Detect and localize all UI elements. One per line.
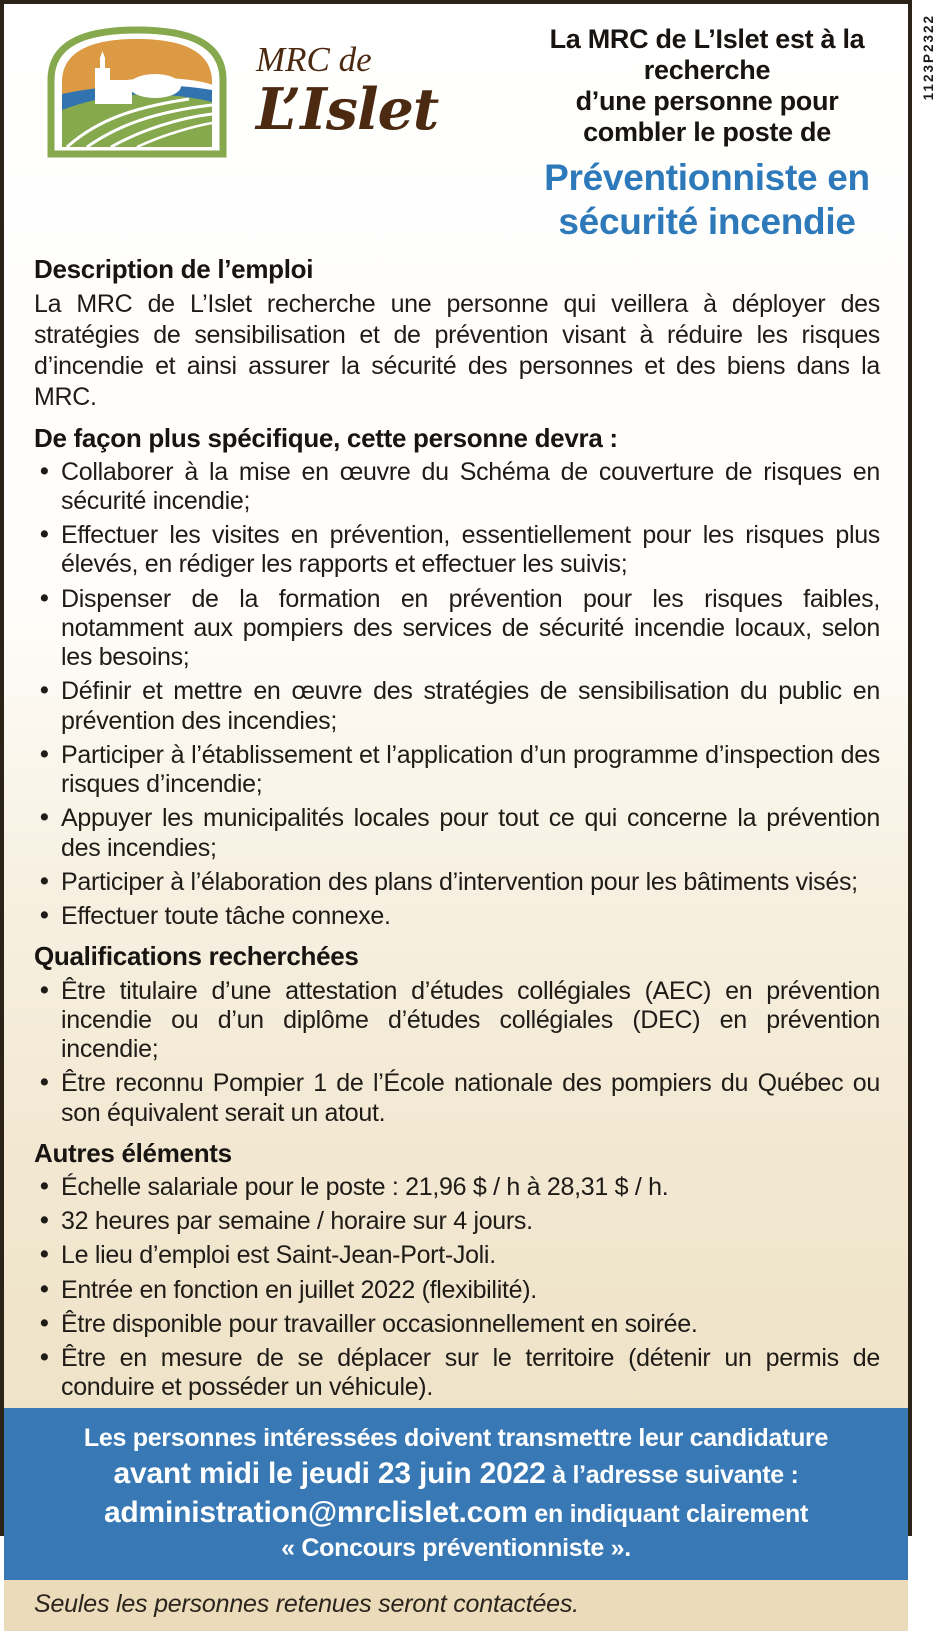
list-item: • Participer à l’élaboration des plans d’intervention pour les bâtiments visés; [34, 868, 880, 897]
other-elements-list [34, 1173, 880, 1403]
list-item: • Entrée en fonction en juillet 2022 (flexibilité). [34, 1276, 880, 1305]
banner-line1: Les personnes intéressées doivent transmettre leur candidature [83, 1423, 829, 1452]
banner-line3 [22, 1493, 890, 1532]
deadline-text: avant midi le jeudi 23 juin 2022 [113, 1457, 546, 1491]
list-item: • Échelle salariale pour le poste : 21,96 $ / h à 28,31 $ / h. [34, 1173, 880, 1202]
header-titles [534, 16, 880, 244]
list-item: • Collaborer à la mise en œuvre du Schéma de couverture de risques en sécurité incendie; [34, 458, 880, 517]
banner-line2-rest: à l’adresse suivante : [545, 1461, 799, 1490]
logo-org-name: L’Islet [256, 75, 439, 143]
intro-text-line2: d’une personne pour combler le poste de [575, 86, 839, 148]
section-heading-qualifications: Qualifications recherchées [34, 941, 359, 972]
duties-list [34, 458, 880, 932]
logo-text [256, 40, 439, 143]
list-item: • Dispenser de la formation en prévention pour les risques faibles, notamment aux pompiers des services de sécurité incendie locaux, selon les besoins; [34, 585, 880, 673]
logo-org-prefix: MRC de [256, 40, 372, 80]
list-item: • Effectuer les visites en prévention, essentiellement pour les risques plus élevés, en rédiger les rapports et effectuer les suivis; [34, 521, 880, 580]
list-item: • Appuyer les municipalités locales pour tout ce qui concerne la prévention des incendies; [34, 804, 880, 863]
ad-header [34, 16, 880, 244]
mrc-lislet-arch-icon [34, 20, 240, 160]
banner-line2 [22, 1454, 890, 1493]
list-item: • Participer à l’établissement et l’application d’un programme d’inspection des risques d’incendie; [34, 741, 880, 800]
list-item: • Définir et mettre en œuvre des stratégies de sensibilisation du public en prévention des incendies; [34, 677, 880, 736]
ad-content [4, 4, 908, 1408]
ad-reference-number: 1123P2322 [921, 14, 936, 101]
list-item: • Être en mesure de se déplacer sur le territoire (détenir un permis de conduire et posséder un véhicule). [34, 1344, 880, 1403]
job-title-line1: Préventionniste en [544, 157, 870, 199]
section-heading-other: Autres éléments [34, 1137, 232, 1168]
list-item: • Le lieu d’emploi est Saint-Jean-Port-Joli. [34, 1241, 880, 1270]
banner-line4: « Concours préventionniste ». [281, 1534, 631, 1563]
section-heading-description: Description de l’emploi [34, 253, 314, 284]
list-item: • Effectuer toute tâche connexe. [34, 902, 880, 931]
mrc-lislet-logo [34, 16, 534, 160]
email-address: administration@mrclislet.com [103, 1496, 528, 1530]
banner-line3-rest: en indiquant clairement [527, 1500, 809, 1529]
qualifications-list [34, 977, 880, 1128]
footer-note: Seules les personnes retenues seront contactées. [34, 1589, 579, 1618]
job-title-line2: sécurité incendie [558, 200, 856, 242]
application-banner [4, 1408, 908, 1580]
list-item: • Être titulaire d’une attestation d’études collégiales (AEC) en prévention incendie ou d’un diplôme d’études collégiales (DEC) en prévention incendie; [34, 977, 880, 1065]
list-item: • Être disponible pour travailler occasionnellement en soirée. [34, 1310, 880, 1339]
job-description-paragraph: La MRC de L’Islet recherche une personne qui veillera à déployer des stratégies de sensibilisation et de prévention visant à réduire les risques d’incendie et ainsi assurer la sécurité des personnes et des biens dans la MRC. [34, 289, 880, 411]
section-heading-duties: De façon plus spécifique, cette personne devra : [34, 422, 618, 453]
list-item: • Être reconnu Pompier 1 de l’École nationale des pompiers du Québec ou son équivalent serait un atout. [34, 1069, 880, 1128]
intro-text-line1: La MRC de L’Islet est à la recherche [549, 24, 865, 86]
job-title [534, 156, 880, 243]
list-item: • 32 heures par semaine / horaire sur 4 jours. [34, 1207, 880, 1236]
footer-strip [4, 1580, 908, 1631]
